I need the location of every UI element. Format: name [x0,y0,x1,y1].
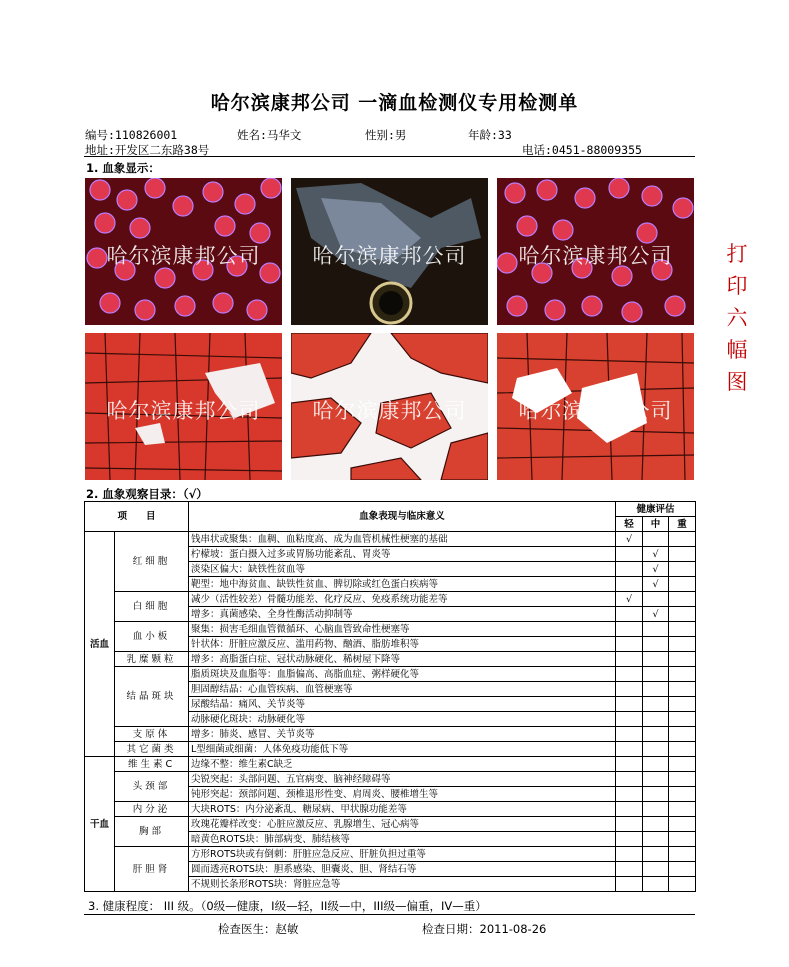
table-row [85,757,696,772]
blood-image-4 [85,333,282,480]
eval-cell[interactable] [643,877,669,892]
eval-cell[interactable] [669,562,696,577]
item-meaning: 柠檬坡：蛋白摄入过多或胃肠功能紊乱、胃炎等 [189,547,616,562]
table-row [85,802,696,817]
item-label: 血小板 [115,622,189,652]
eval-cell[interactable] [669,592,696,607]
item-meaning: 玫瑰花瓣样改变：心脏应激反应、乳腺增生、冠心病等 [189,817,616,832]
eval-cell[interactable] [669,697,696,712]
item-label: 胸部 [115,817,189,847]
table-row [85,772,696,787]
header-eval: 健康评估 [616,502,696,517]
eval-cell[interactable] [669,727,696,742]
eval-cell[interactable] [669,862,696,877]
eval-cell[interactable] [616,667,643,682]
eval-cell[interactable] [643,817,669,832]
item-meaning: 增多：高脂蛋白症、冠状动脉硬化、稀树屋下降等 [189,652,616,667]
report-id: 编号:110826001 [85,128,178,142]
check-mark[interactable]: √ [616,592,643,607]
eval-cell[interactable] [643,787,669,802]
eval-cell[interactable] [669,847,696,862]
eval-cell[interactable] [669,712,696,727]
eval-cell[interactable] [616,622,643,637]
eval-cell[interactable] [669,817,696,832]
check-mark[interactable]: √ [643,547,669,562]
page-title: 哈尔滨康邦公司 一滴血检测仪专用检测单 [210,92,579,114]
item-label: 内分泌 [115,802,189,817]
item-meaning: 尿酸结晶：痛风、关节炎等 [189,697,616,712]
eval-cell[interactable] [669,577,696,592]
blood-image-2 [291,178,488,325]
check-mark[interactable]: √ [643,577,669,592]
blood-image-3 [497,178,694,325]
item-meaning: 淡染区偏大：缺铁性贫血等 [189,562,616,577]
header-medium: 中 [643,517,669,532]
divider [84,156,695,157]
header-item: 项 目 [85,502,189,532]
eval-cell[interactable] [616,862,643,877]
group-label: 活血 [85,532,115,757]
item-label: 红细胞 [115,532,189,592]
eval-cell[interactable] [616,637,643,652]
eval-cell[interactable] [643,622,669,637]
eval-cell[interactable] [643,697,669,712]
item-label: 乳糜颗粒 [115,652,189,667]
eval-cell[interactable] [669,532,696,547]
eval-cell[interactable] [616,742,643,757]
eval-cell[interactable] [643,847,669,862]
patient-age: 年龄:33 [468,128,512,142]
item-meaning: 钝形突起：颈部问题、颈椎退形性变、肩周炎、腰椎增生等 [189,787,616,802]
check-mark[interactable]: √ [616,532,643,547]
eval-cell[interactable] [669,547,696,562]
eval-cell[interactable] [616,757,643,772]
eval-cell[interactable] [643,802,669,817]
blood-image-5 [291,333,488,480]
table-row [85,652,696,667]
eval-cell[interactable] [616,682,643,697]
eval-cell[interactable] [669,652,696,667]
side-note-char: 图 [726,370,748,394]
eval-cell[interactable] [669,622,696,637]
item-meaning: 脂质斑块及血脂等：血脂偏高、高脂血症、粥样硬化等 [189,667,616,682]
patient-address: 地址:开发区二东路38号 [85,143,210,157]
eval-cell[interactable] [643,862,669,877]
patient-phone: 电话:0451-88009355 [522,143,642,157]
item-label: 结晶斑块 [115,667,189,727]
health-level: 3. 健康程度： III 级。（0级—健康，I级—轻，II级—中，III级—偏重，IV—重） [88,899,487,913]
item-label: 白细胞 [115,592,189,622]
eval-cell[interactable] [616,817,643,832]
item-meaning: 针状体：肝脏应激反应、滥用药物、酗酒、脂肪堆积等 [189,637,616,652]
table-row [85,622,696,637]
section-blood-display: 1. 血象显示： [86,161,160,175]
blood-image-6 [497,333,694,480]
table-row [85,727,696,742]
eval-cell[interactable] [616,772,643,787]
item-meaning: L型细菌或细菌：人体免疫功能低下等 [189,742,616,757]
eval-cell[interactable] [669,682,696,697]
item-meaning: 增多：真菌感染、全身性酶活动抑制等 [189,607,616,622]
item-label: 肝胆肾 [115,847,189,892]
table-row [85,667,696,682]
eval-cell[interactable] [669,787,696,802]
table-row [85,817,696,832]
blood-image-1 [85,178,282,325]
doctor: 检查医生：赵敏 [218,922,299,936]
eval-cell[interactable] [643,712,669,727]
watermark: 哈尔滨康邦公司 [518,244,673,268]
eval-cell[interactable] [643,682,669,697]
eval-cell[interactable] [616,697,643,712]
side-note-char: 六 [726,306,748,330]
item-label: 维生素C [115,757,189,772]
group-label: 干血 [85,757,115,892]
header-meaning: 血象表现与临床意义 [189,502,616,532]
eval-cell[interactable] [669,742,696,757]
eval-cell[interactable] [616,847,643,862]
check-mark[interactable]: √ [643,562,669,577]
divider [84,914,695,915]
item-meaning: 减少（活性较差）骨髓功能差、化疗反应、免疫系统功能差等 [189,592,616,607]
patient-name: 姓名:马华文 [237,128,302,142]
check-mark[interactable]: √ [643,607,669,622]
eval-cell[interactable] [643,742,669,757]
item-meaning: 尖锐突起：头部问题、五官病变、脑神经障碍等 [189,772,616,787]
eval-cell[interactable] [643,727,669,742]
check-date: 检查日期：2011-08-26 [422,922,547,936]
eval-cell[interactable] [669,832,696,847]
item-label: 支原体 [115,727,189,742]
section-observation-list: 2. 血象观察目录：（√） [86,487,208,501]
header-heavy: 重 [669,517,696,532]
eval-cell[interactable] [616,562,643,577]
eval-cell[interactable] [643,832,669,847]
header-light: 轻 [616,517,643,532]
eval-cell[interactable] [643,592,669,607]
item-meaning: 增多：肺炎、感冒、关节炎等 [189,727,616,742]
item-meaning: 胆固醇结晶：心血管疾病、血管梗塞等 [189,682,616,697]
eval-cell[interactable] [669,637,696,652]
item-label: 头颈部 [115,772,189,802]
table-row [85,847,696,862]
item-meaning: 动脉硬化斑块：动脉硬化等 [189,712,616,727]
eval-cell[interactable] [669,607,696,622]
eval-cell[interactable] [616,577,643,592]
patient-sex: 性别:男 [365,128,407,142]
eval-cell[interactable] [643,637,669,652]
side-note-print-six-images [722,238,752,398]
item-meaning: 靶型：地中海贫血、缺铁性贫血、脾切除或红色蛋白疾病等 [189,577,616,592]
watermark: 哈尔滨康邦公司 [312,399,467,423]
side-note-char: 幅 [726,338,748,362]
watermark: 哈尔滨康邦公司 [518,399,673,423]
eval-cell[interactable] [643,772,669,787]
eval-cell[interactable] [669,667,696,682]
eval-cell[interactable] [616,787,643,802]
item-meaning: 不规则长条形ROTS块：肾脏应急等 [189,877,616,892]
eval-cell[interactable] [616,802,643,817]
eval-cell[interactable] [669,877,696,892]
eval-cell[interactable] [643,652,669,667]
item-meaning: 边缘不整：维生素C缺乏 [189,757,616,772]
watermark: 哈尔滨康邦公司 [106,244,261,268]
eval-cell[interactable] [643,532,669,547]
item-meaning: 圆而透亮ROTS块：胆系感染、胆囊炎、胆、肾结石等 [189,862,616,877]
table-row [85,592,696,607]
eval-cell[interactable] [616,877,643,892]
item-meaning: 方形ROTS块或有倒刺：肝脏应急反应、肝脏负担过重等 [189,847,616,862]
eval-cell[interactable] [616,712,643,727]
side-note-char: 印 [726,274,748,298]
eval-cell[interactable] [669,802,696,817]
observation-table [84,501,696,892]
item-meaning: 大块ROTS：内分泌紊乱、糖尿病、甲状腺功能差等 [189,802,616,817]
eval-cell[interactable] [643,667,669,682]
item-label: 其它菌类 [115,742,189,757]
item-meaning: 钱串状或聚集：血稠、血粘度高、成为血管机械性梗塞的基础 [189,532,616,547]
eval-cell[interactable] [616,727,643,742]
eval-cell[interactable] [616,652,643,667]
table-row [85,532,696,547]
eval-cell[interactable] [643,757,669,772]
side-note-char: 打 [726,242,748,266]
eval-cell[interactable] [616,547,643,562]
watermark: 哈尔滨康邦公司 [106,399,261,423]
table-row [85,742,696,757]
item-meaning: 暗黄色ROTS块：肺部病变、肺结核等 [189,832,616,847]
eval-cell[interactable] [669,757,696,772]
item-meaning: 聚集：损害毛细血管微循环、心脑血管致命性梗塞等 [189,622,616,637]
eval-cell[interactable] [616,607,643,622]
watermark: 哈尔滨康邦公司 [312,244,467,268]
eval-cell[interactable] [669,772,696,787]
eval-cell[interactable] [616,832,643,847]
